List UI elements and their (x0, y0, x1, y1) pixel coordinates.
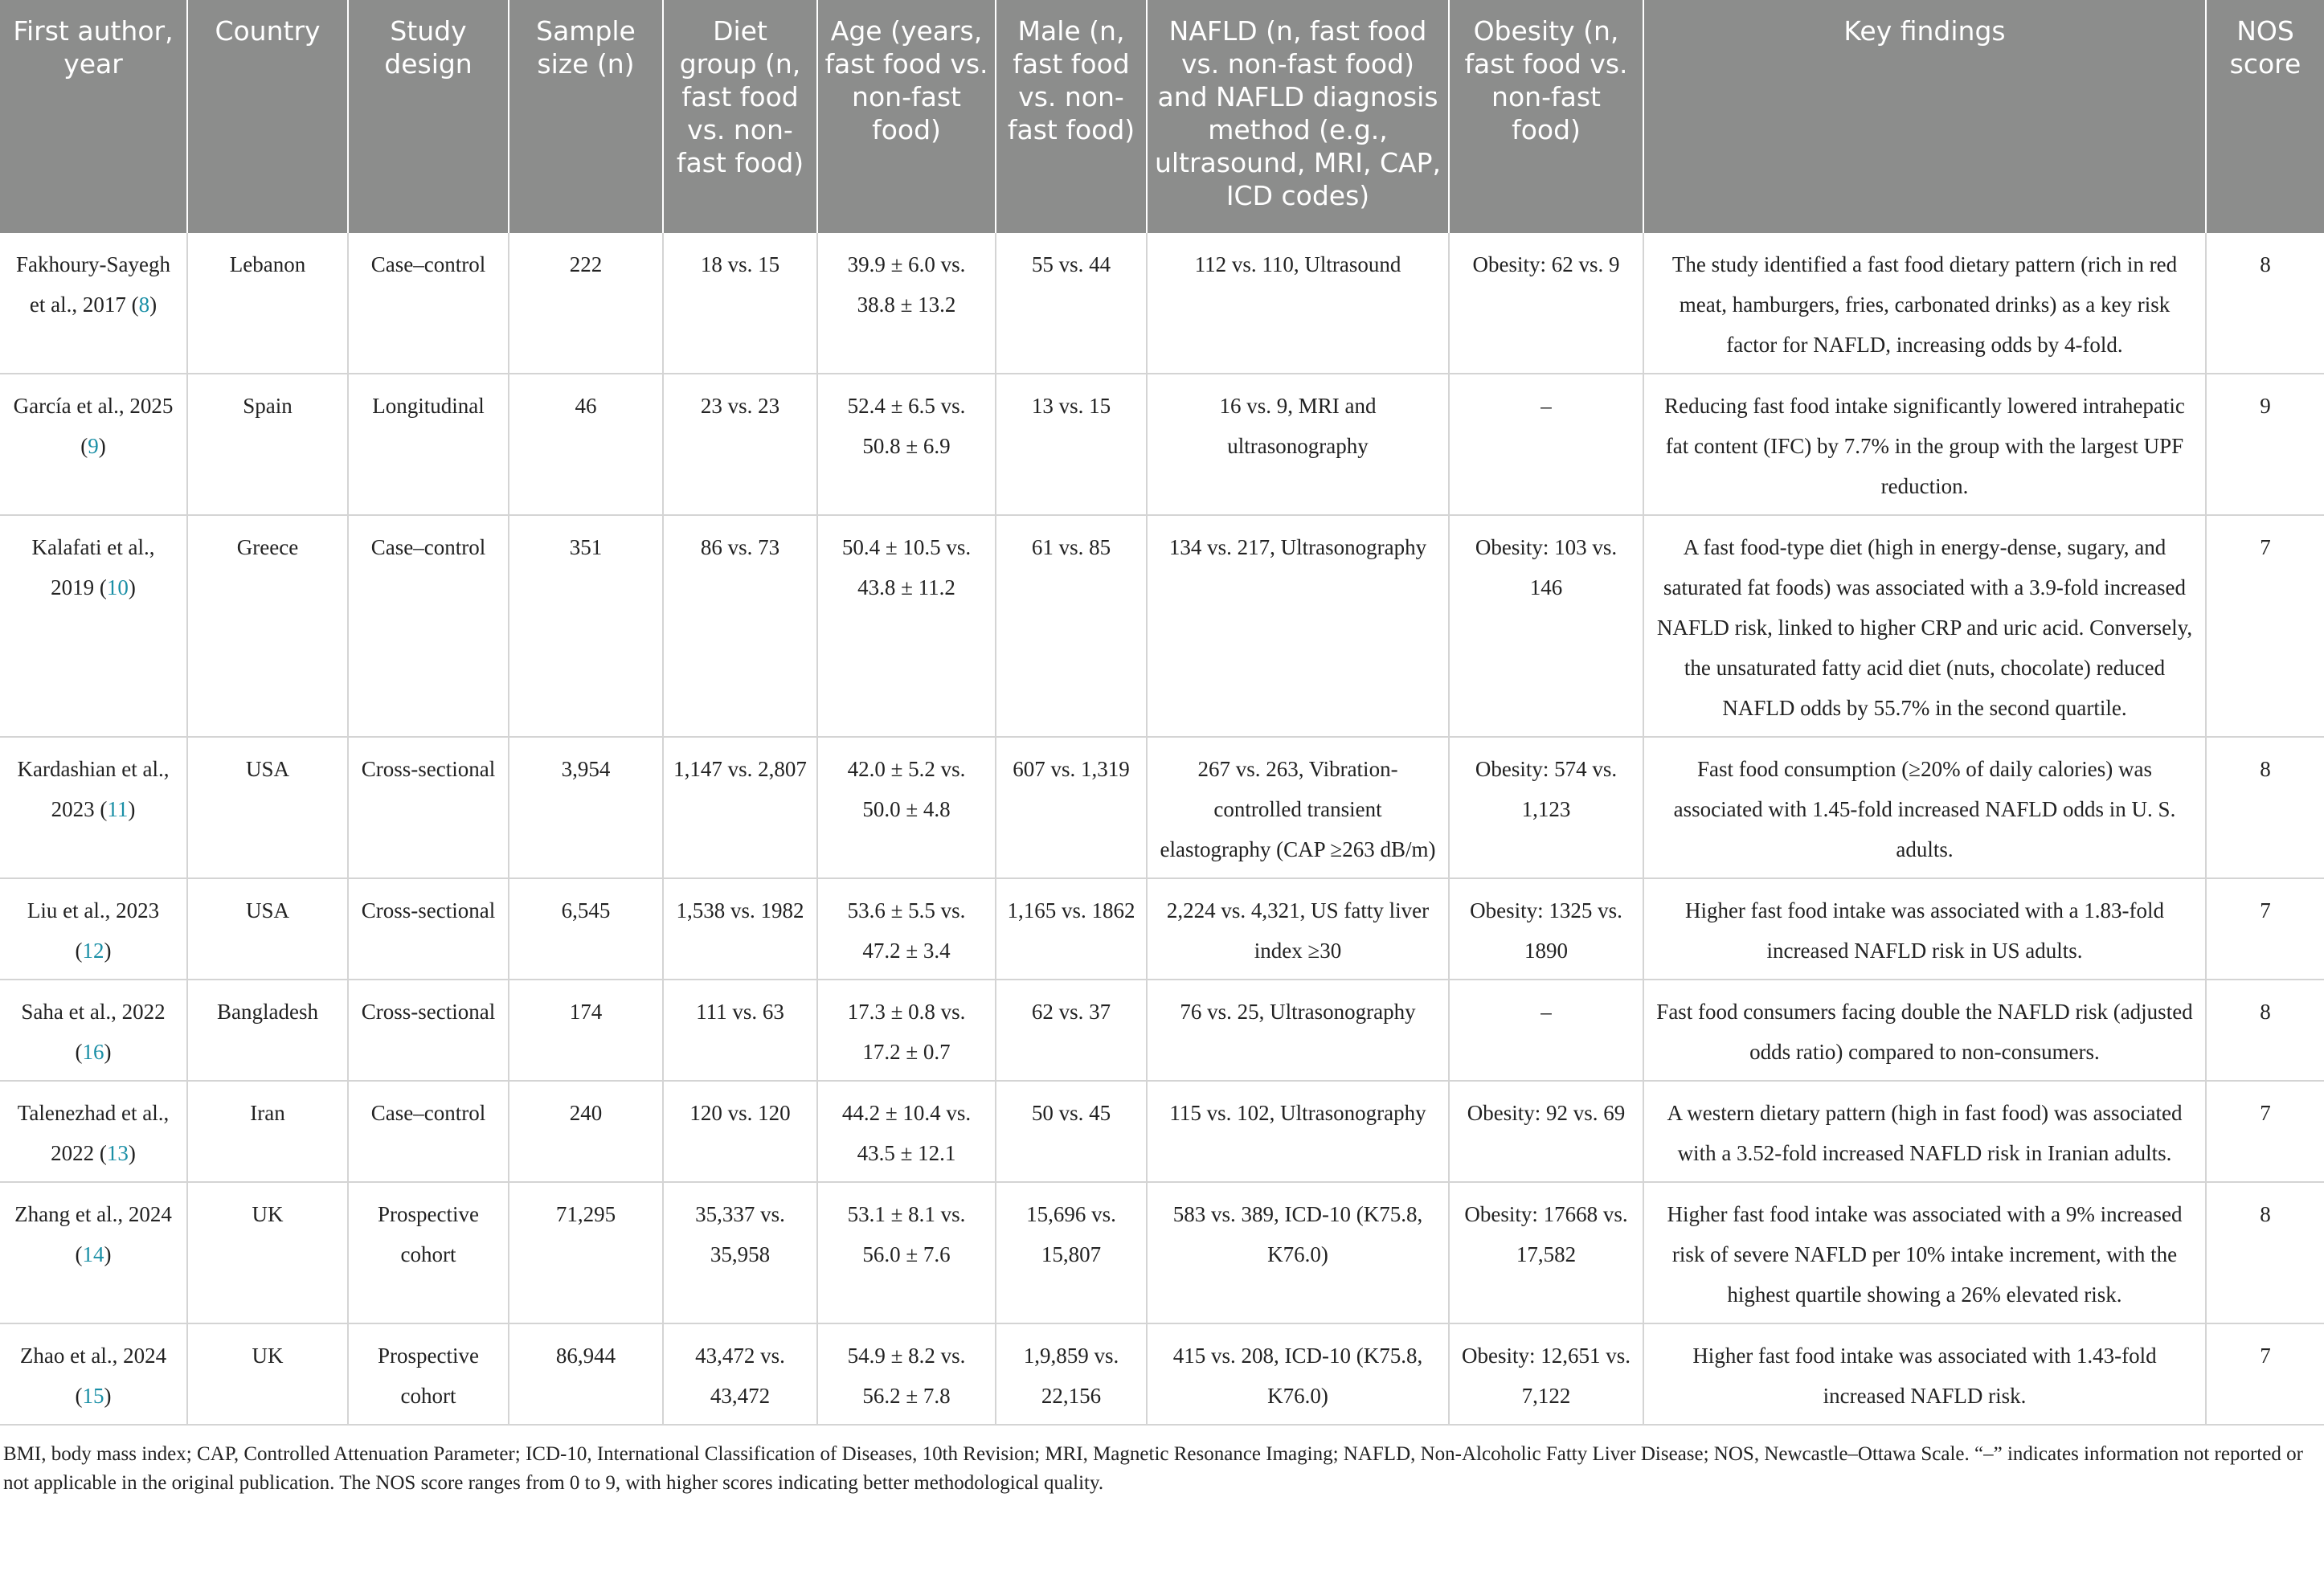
author-text: Kalafati et al., 2019 ( (31, 535, 155, 599)
cell-male: 1,165 vs. 1862 (996, 878, 1147, 980)
cell-male: 13 vs. 15 (996, 374, 1147, 515)
cell-obesity: Obesity: 92 vs. 69 (1449, 1081, 1643, 1182)
author-close: ) (128, 1141, 136, 1165)
table-row (0, 1182, 2324, 1323)
cell-nos-score: 7 (2206, 515, 2324, 737)
header-nafld: NAFLD (n, fast food vs. non-fast food) and NAFLD diagnosis method (e.g., ultrasound, MRI, CAP, ICD codes) (1147, 0, 1449, 233)
cell-country: Bangladesh (187, 980, 348, 1081)
cell-nafld: 267 vs. 263, Vibration-controlled transient elastography (CAP ≥263 dB/m) (1147, 737, 1449, 878)
cell-nafld: 112 vs. 110, Ultrasound (1147, 233, 1449, 374)
cell-author (0, 374, 187, 515)
author-close: ) (104, 939, 112, 963)
cell-author (0, 980, 187, 1081)
author-text: García et al., 2025 ( (13, 394, 174, 458)
cell-nafld: 2,224 vs. 4,321, US fatty liver index ≥30 (1147, 878, 1449, 980)
author-text: Liu et al., 2023 ( (27, 898, 160, 963)
cell-age: 50.4 ± 10.5 vs. 43.8 ± 11.2 (817, 515, 996, 737)
cell-nos-score: 7 (2206, 878, 2324, 980)
cell-diet-group: 35,337 vs. 35,958 (663, 1182, 817, 1323)
header-country: Country (187, 0, 348, 233)
cell-male: 62 vs. 37 (996, 980, 1147, 1081)
reference-link[interactable]: 10 (106, 575, 129, 599)
cell-nos-score: 8 (2206, 737, 2324, 878)
reference-link[interactable]: 16 (82, 1040, 104, 1064)
cell-author (0, 233, 187, 374)
cell-male: 61 vs. 85 (996, 515, 1147, 737)
cell-age: 52.4 ± 6.5 vs. 50.8 ± 6.9 (817, 374, 996, 515)
reference-link[interactable]: 14 (82, 1242, 104, 1266)
reference-link[interactable]: 15 (82, 1384, 104, 1408)
author-close: ) (104, 1384, 112, 1408)
header-obesity: Obesity (n, fast food vs. non-fast food) (1449, 0, 1643, 233)
table-row (0, 980, 2324, 1081)
cell-sample-size: 86,944 (509, 1323, 663, 1425)
cell-nos-score: 7 (2206, 1081, 2324, 1182)
cell-nos-score: 9 (2206, 374, 2324, 515)
table-row (0, 1323, 2324, 1425)
cell-obesity: Obesity: 17668 vs. 17,582 (1449, 1182, 1643, 1323)
cell-country: USA (187, 737, 348, 878)
author-text: Saha et al., 2022 ( (21, 1000, 166, 1064)
header-study-design: Study design (348, 0, 509, 233)
author-close: ) (98, 434, 106, 458)
header-sample-size: Sample size (n) (509, 0, 663, 233)
cell-sample-size: 6,545 (509, 878, 663, 980)
reference-link[interactable]: 11 (107, 797, 129, 821)
cell-key-findings: Reducing fast food intake significantly lowered intrahepatic fat content (IFC) by 7.7% in the group with the largest UPF reduction. (1643, 374, 2206, 515)
cell-sample-size: 351 (509, 515, 663, 737)
cell-nafld: 76 vs. 25, Ultrasonography (1147, 980, 1449, 1081)
cell-country: UK (187, 1323, 348, 1425)
cell-study-design: Cross-sectional (348, 980, 509, 1081)
reference-link[interactable]: 9 (88, 434, 99, 458)
cell-author (0, 737, 187, 878)
header-diet-group: Diet group (n, fast food vs. non-fast food) (663, 0, 817, 233)
cell-country: UK (187, 1182, 348, 1323)
cell-sample-size: 3,954 (509, 737, 663, 878)
table-footnote: BMI, body mass index; CAP, Controlled Attenuation Parameter; ICD-10, International Classification of Diseases, 10th Revision; MRI, Magnetic Resonance Imaging; NAFLD, Non-Alcoholic Fatty Liver Disease; NOS, Newcastle–Ottawa Scale. “–” indicates information not reported or not applicable in the original publication. The NOS score ranges from 0 to 9, with higher scores indicating better methodological quality. (3, 1443, 2303, 1494)
cell-study-design: Case–control (348, 233, 509, 374)
table-row (0, 878, 2324, 980)
cell-country: Iran (187, 1081, 348, 1182)
cell-obesity: Obesity: 574 vs. 1,123 (1449, 737, 1643, 878)
cell-obesity: Obesity: 103 vs. 146 (1449, 515, 1643, 737)
cell-age: 39.9 ± 6.0 vs. 38.8 ± 13.2 (817, 233, 996, 374)
reference-link[interactable]: 13 (106, 1141, 129, 1165)
table-row (0, 233, 2324, 374)
cell-diet-group: 18 vs. 15 (663, 233, 817, 374)
cell-male: 50 vs. 45 (996, 1081, 1147, 1182)
cell-obesity: Obesity: 12,651 vs. 7,122 (1449, 1323, 1643, 1425)
author-close: ) (128, 575, 136, 599)
cell-diet-group: 111 vs. 63 (663, 980, 817, 1081)
header-row (0, 0, 2324, 233)
cell-key-findings: Higher fast food intake was associated with 1.43-fold increased NAFLD risk. (1643, 1323, 2206, 1425)
table-row (0, 515, 2324, 737)
cell-country: Spain (187, 374, 348, 515)
table-row (0, 1081, 2324, 1182)
cell-age: 44.2 ± 10.4 vs. 43.5 ± 12.1 (817, 1081, 996, 1182)
cell-author (0, 515, 187, 737)
table-row (0, 374, 2324, 515)
cell-study-design: Case–control (348, 1081, 509, 1182)
cell-key-findings: A fast food-type diet (high in energy-dense, sugary, and saturated fat foods) was associated with a 3.9-fold increased NAFLD risk, linked to higher CRP and uric acid. Conversely, the unsaturated fatty acid diet (nuts, chocolate) reduced NAFLD odds by 55.7% in the second quartile. (1643, 515, 2206, 737)
cell-author (0, 1182, 187, 1323)
cell-author (0, 1081, 187, 1182)
cell-nafld: 16 vs. 9, MRI and ultrasonography (1147, 374, 1449, 515)
author-text: Zhang et al., 2024 ( (14, 1202, 172, 1266)
cell-key-findings: Fast food consumers facing double the NAFLD risk (adjusted odds ratio) compared to non-consumers. (1643, 980, 2206, 1081)
cell-sample-size: 46 (509, 374, 663, 515)
cell-male: 55 vs. 44 (996, 233, 1147, 374)
cell-country: USA (187, 878, 348, 980)
cell-nafld: 583 vs. 389, ICD-10 (K75.8, K76.0) (1147, 1182, 1449, 1323)
cell-sample-size: 174 (509, 980, 663, 1081)
cell-diet-group: 1,538 vs. 1982 (663, 878, 817, 980)
cell-study-design: Prospective cohort (348, 1182, 509, 1323)
cell-diet-group: 120 vs. 120 (663, 1081, 817, 1182)
cell-country: Lebanon (187, 233, 348, 374)
cell-nafld: 115 vs. 102, Ultrasonography (1147, 1081, 1449, 1182)
cell-nos-score: 7 (2206, 1323, 2324, 1425)
cell-diet-group: 86 vs. 73 (663, 515, 817, 737)
cell-author (0, 1323, 187, 1425)
cell-male: 1,9,859 vs. 22,156 (996, 1323, 1147, 1425)
header-male: Male (n, fast food vs. non-fast food) (996, 0, 1147, 233)
cell-study-design: Case–control (348, 515, 509, 737)
author-close: ) (104, 1040, 112, 1064)
reference-link[interactable]: 8 (138, 292, 150, 317)
header-nos-score: NOS score (2206, 0, 2324, 233)
cell-age: 42.0 ± 5.2 vs. 50.0 ± 4.8 (817, 737, 996, 878)
cell-key-findings: Fast food consumption (≥20% of daily calories) was associated with 1.45-fold increased NAFLD odds in U. S. adults. (1643, 737, 2206, 878)
cell-sample-size: 222 (509, 233, 663, 374)
cell-nafld: 415 vs. 208, ICD-10 (K75.8, K76.0) (1147, 1323, 1449, 1425)
cell-obesity: – (1449, 980, 1643, 1081)
cell-age: 53.1 ± 8.1 vs. 56.0 ± 7.6 (817, 1182, 996, 1323)
cell-male: 607 vs. 1,319 (996, 737, 1147, 878)
cell-obesity: Obesity: 62 vs. 9 (1449, 233, 1643, 374)
author-text: Talenezhad et al., 2022 ( (17, 1101, 170, 1165)
cell-sample-size: 240 (509, 1081, 663, 1182)
cell-obesity: Obesity: 1325 vs. 1890 (1449, 878, 1643, 980)
cell-age: 17.3 ± 0.8 vs. 17.2 ± 0.7 (817, 980, 996, 1081)
cell-male: 15,696 vs. 15,807 (996, 1182, 1147, 1323)
cell-diet-group: 43,472 vs. 43,472 (663, 1323, 817, 1425)
author-text: Fakhoury-Sayegh et al., 2017 ( (16, 252, 170, 317)
cell-author (0, 878, 187, 980)
cell-study-design: Longitudinal (348, 374, 509, 515)
table-row (0, 737, 2324, 878)
cell-key-findings: Higher fast food intake was associated with a 9% increased risk of severe NAFLD per 10% intake increment, with the highest quartile showing a 26% elevated risk. (1643, 1182, 2206, 1323)
author-close: ) (104, 1242, 112, 1266)
header-key-findings: Key findings (1643, 0, 2206, 233)
cell-age: 53.6 ± 5.5 vs. 47.2 ± 3.4 (817, 878, 996, 980)
author-text: Zhao et al., 2024 ( (19, 1344, 167, 1408)
cell-key-findings: The study identified a fast food dietary pattern (rich in red meat, hamburgers, fries, carbonated drinks) as a key risk factor for NAFLD, increasing odds by 4-fold. (1643, 233, 2206, 374)
cell-key-findings: A western dietary pattern (high in fast food) was associated with a 3.52-fold increased NAFLD risk in Iranian adults. (1643, 1081, 2206, 1182)
cell-age: 54.9 ± 8.2 vs. 56.2 ± 7.8 (817, 1323, 996, 1425)
cell-nos-score: 8 (2206, 1182, 2324, 1323)
cell-nafld: 134 vs. 217, Ultrasonography (1147, 515, 1449, 737)
cell-study-design: Cross-sectional (348, 737, 509, 878)
table-header (0, 0, 2324, 233)
header-age: Age (years, fast food vs. non-fast food) (817, 0, 996, 233)
reference-link[interactable]: 12 (82, 939, 104, 963)
cell-sample-size: 71,295 (509, 1182, 663, 1323)
cell-country: Greece (187, 515, 348, 737)
table-body (0, 233, 2324, 1425)
cell-nos-score: 8 (2206, 233, 2324, 374)
header-first-author: First author, year (0, 0, 187, 233)
cell-diet-group: 23 vs. 23 (663, 374, 817, 515)
cell-study-design: Cross-sectional (348, 878, 509, 980)
cell-nos-score: 8 (2206, 980, 2324, 1081)
cell-diet-group: 1,147 vs. 2,807 (663, 737, 817, 878)
author-text: Kardashian et al., 2023 ( (17, 757, 170, 821)
author-close: ) (149, 292, 158, 317)
cell-key-findings: Higher fast food intake was associated with a 1.83-fold increased NAFLD risk in US adults. (1643, 878, 2206, 980)
cell-study-design: Prospective cohort (348, 1323, 509, 1425)
author-close: ) (128, 797, 136, 821)
cell-obesity: – (1449, 374, 1643, 515)
